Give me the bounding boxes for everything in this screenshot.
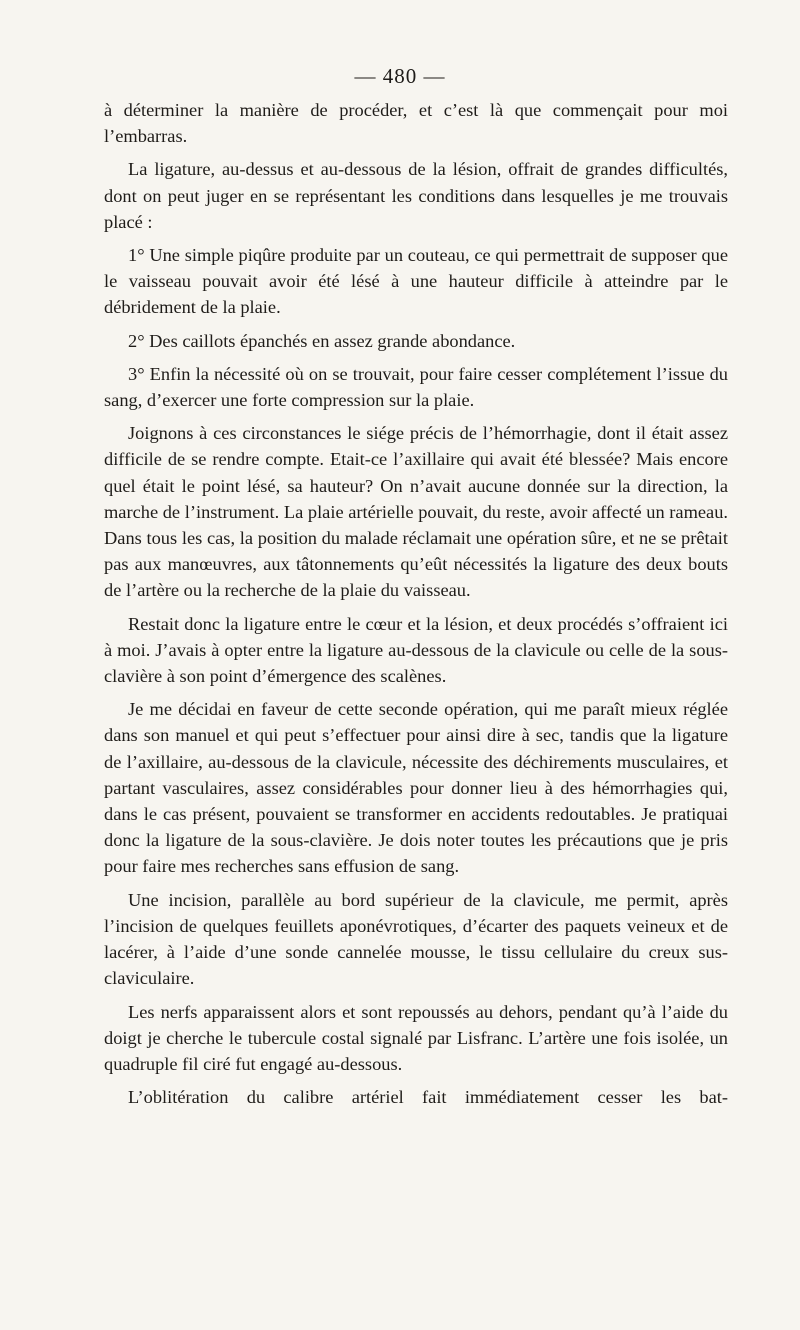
paragraph-nerves: Les nerfs apparaissent alors et sont repoussés au dehors, pendant qu’à l’aide du doigt je cherche le tubercule costal signalé par Lisfranc. L’artère une fois isolée, un quadruple fil ciré fut engagé au-dessous.	[104, 1001, 728, 1074]
paragraph-procedure-choice: Restait donc la ligature entre le cœur et la lésion, et deux procédés s’offraient ici à moi. J’avais à opter entre la ligature au-dessous de la clavicule ou celle de la sous-clavière à son point d’émergence des scalènes.	[104, 613, 728, 687]
page-number: — 480 —	[354, 64, 446, 88]
body-text	[104, 97, 728, 1117]
paragraph-item-1: 1° Une simple piqûre produite par un couteau, ce qui permettrait de supposer que le vaisseau pouvait avoir été lésé à une hauteur difficile à atteindre par le débridement de la plaie.	[104, 245, 728, 318]
paragraph-continuation: à déterminer la manière de procéder, et c’est là que commençait pour moi l’embarras.	[104, 100, 728, 147]
paragraph-decision: Je me décidai en faveur de cette seconde opération, qui me paraît mieux réglée dans son manuel et qui peut s’effectuer pour ainsi dire à sec, tandis que la ligature de l’axillaire, au-dessous de la clavicule, nécessite des déchirements musculaires, et partant vasculaires, assez considérables pour donner lieu à des hémorrhagies qui, dans le cas présent, pouvaient se transformer en accidents redoutables. Je pratiquai donc la ligature de la sous-clavière. Je dois noter toutes les précautions que je pris pour faire mes recherches sans effusion de sang.	[104, 699, 728, 877]
paragraph-obliteration: L’oblitération du calibre artériel fait immédiatement cesser les bat-	[128, 1087, 728, 1108]
paragraph-item-3: 3° Enfin la nécessité où on se trouvait, pour faire cesser complétement l’issue du sang, d’exercer une forte compression sur la plaie.	[104, 363, 728, 411]
paragraph-incision: Une incision, parallèle au bord supérieur de la clavicule, me permit, après l’incision de quelques feuillets aponévrotiques, d’écarter des paquets veineux et de lacérer, à l’aide d’une sonde cannelée mousse, le tissu cellulaire du creux sus-claviculaire.	[104, 889, 728, 989]
paragraph-hemorrhage-site: Joignons à ces circonstances le siége précis de l’hémorrhagie, dont il était assez difficile de se rendre compte. Etait-ce l’axillaire qui avait été blessée? Mais encore quel était le point lésé, sa hauteur? On n’avait aucune donnée sur la direction, la marche de l’instrument. La plaie artérielle pouvait, du reste, avoir affecté un rameau. Dans tous les cas, la position du malade réclamait une opération sûre, et ne se prêtait pas aux manœuvres, aux tâtonnements qu’eût nécessités la ligature des deux bouts de l’artère ou la recherche de la plaie du vaisseau.	[104, 423, 728, 601]
paragraph-ligature-difficulties: La ligature, au-dessus et au-dessous de la lésion, offrait de grandes difficultés, dont on peut juger en se représentant les conditions dans lesquelles je me trouvais placé :	[104, 159, 728, 232]
paragraph-item-2: 2° Des caillots épanchés en assez grande abondance.	[128, 330, 516, 351]
